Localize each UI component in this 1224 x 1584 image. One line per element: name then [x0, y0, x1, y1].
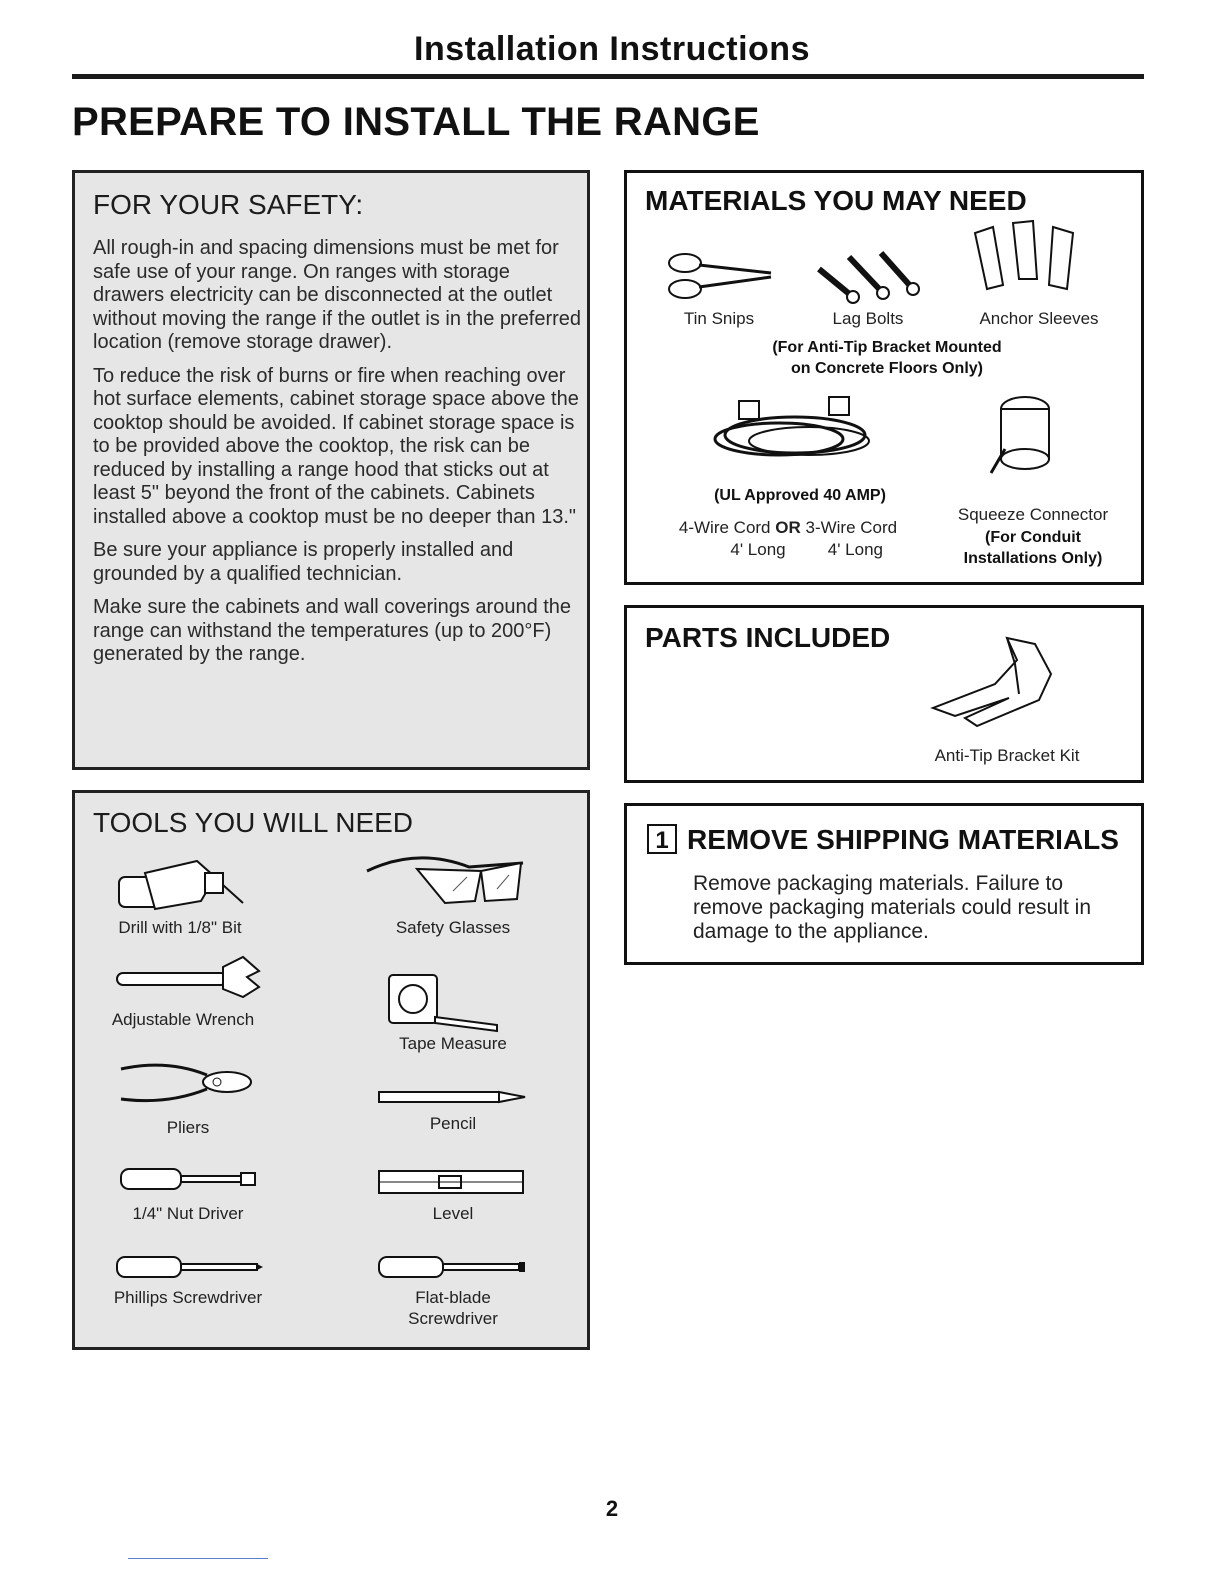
safety-glasses-icon — [357, 841, 527, 915]
cord-options-line — [653, 517, 923, 539]
tool-label: Tape Measure — [399, 1034, 507, 1053]
remove-heading-text: REMOVE SHIPPING MATERIALS — [687, 824, 1119, 855]
tool-label: Drill with 1/8" Bit — [118, 918, 242, 937]
anchor-sleeves-label: Anchor Sleeves — [979, 309, 1099, 328]
conduit-note-line: (For Conduit — [985, 529, 1081, 546]
anchor-sleeves-icon — [969, 219, 1093, 305]
page-number: 2 — [605, 1496, 619, 1521]
anti-tip-bracket-icon — [925, 634, 1061, 730]
conduit-note — [933, 527, 1133, 569]
header-rule — [72, 74, 1144, 79]
materials-box — [624, 170, 1144, 585]
remove-body: Remove packaging materials. Failure to remove packaging materials could result in damage to the appliance. — [693, 872, 1092, 943]
tool-label: Level — [432, 1204, 474, 1223]
tin-snips-label: Tin Snips — [683, 309, 755, 328]
lag-bolts-icon — [813, 247, 929, 305]
materials-heading: MATERIALS YOU MAY NEED — [645, 185, 1027, 216]
wrench-icon — [113, 953, 263, 1001]
concrete-note — [687, 337, 1087, 379]
safety-body — [93, 237, 583, 677]
tape-measure-icon — [385, 973, 505, 1035]
squeeze-connector-icon — [985, 389, 1061, 489]
cord-or: OR — [775, 518, 801, 537]
tool-label: Phillips Screwdriver — [113, 1288, 263, 1307]
safety-box — [72, 170, 590, 770]
tools-heading: TOOLS YOU WILL NEED — [93, 807, 414, 838]
bracket-label: Anti-Tip Bracket Kit — [934, 746, 1080, 765]
drill-icon — [105, 843, 245, 921]
bottom-rule — [128, 1558, 268, 1559]
concrete-note-line: on Concrete Floors Only) — [790, 360, 983, 377]
cord-4-wire: 4-Wire Cord — [678, 518, 771, 537]
cord-length-line — [653, 539, 923, 561]
lag-bolts-label: Lag Bolts — [832, 309, 904, 328]
cord-4-length: 4' Long — [730, 540, 786, 559]
tool-label: 1/4" Nut Driver — [132, 1204, 244, 1223]
cord-note: (UL Approved 40 AMP) — [714, 487, 886, 504]
cord-3-wire: 3-Wire Cord — [805, 518, 898, 537]
safety-paragraph: All rough-in and spacing dimensions must be met for safe use of your range. On ranges with storage drawers electricity can be disconnected at the outlet without moving the range if the outlet is in the preferred location (remove storage drawer). — [93, 237, 582, 353]
cord-3-length: 4' Long — [827, 540, 883, 559]
remove-heading — [647, 824, 1119, 856]
phillips-screwdriver-icon — [115, 1253, 265, 1281]
nut-driver-icon — [119, 1165, 259, 1193]
safety-heading: FOR YOUR SAFETY: — [93, 189, 364, 220]
tool-label: Pencil — [429, 1114, 477, 1133]
safety-paragraph: To reduce the risk of burns or fire when reaching over hot surface elements, cabinet storage space above the cooktop should be avoided. If cabinet storage space is to be provided above the cooktop, the risk can be reduced by installing a range hood that sticks out at least 5" beyond the front of the cabinets. Cabinets installed above a cooktop must be no deeper than 13." — [93, 364, 579, 528]
level-icon — [377, 1169, 527, 1195]
page-title: PREPARE TO INSTALL THE RANGE — [72, 100, 760, 144]
parts-box — [624, 605, 1144, 783]
tool-label-line: Screwdriver — [408, 1309, 498, 1328]
concrete-note-line: (For Anti-Tip Bracket Mounted — [772, 339, 1002, 356]
flat-screwdriver-icon — [377, 1253, 527, 1281]
conduit-note-line: Installations Only) — [963, 550, 1103, 567]
step-number: 1 — [647, 824, 677, 854]
tin-snips-icon — [665, 247, 775, 303]
remove-box — [624, 803, 1144, 965]
power-cord-icon — [709, 395, 879, 467]
tools-box — [72, 790, 590, 1350]
header-title: Installation Instructions — [414, 30, 810, 68]
tool-label-line: Flat-blade — [415, 1288, 491, 1307]
safety-paragraph: Be sure your appliance is properly installed and grounded by a qualified technician. — [93, 539, 514, 585]
squeeze-connector-label: Squeeze Connector — [957, 505, 1109, 524]
parts-heading: PARTS INCLUDED — [645, 622, 891, 653]
tool-label: Safety Glasses — [395, 918, 511, 937]
tool-label: Adjustable Wrench — [111, 1010, 255, 1029]
cord-options — [653, 517, 923, 561]
tool-label: Pliers — [166, 1118, 210, 1137]
safety-paragraph: Make sure the cabinets and wall coverings around the range can withstand the temperatures (up to 200°F) generated by the range. — [93, 596, 572, 665]
pencil-icon — [377, 1089, 527, 1105]
pliers-icon — [117, 1055, 257, 1113]
tool-label — [333, 1287, 573, 1329]
